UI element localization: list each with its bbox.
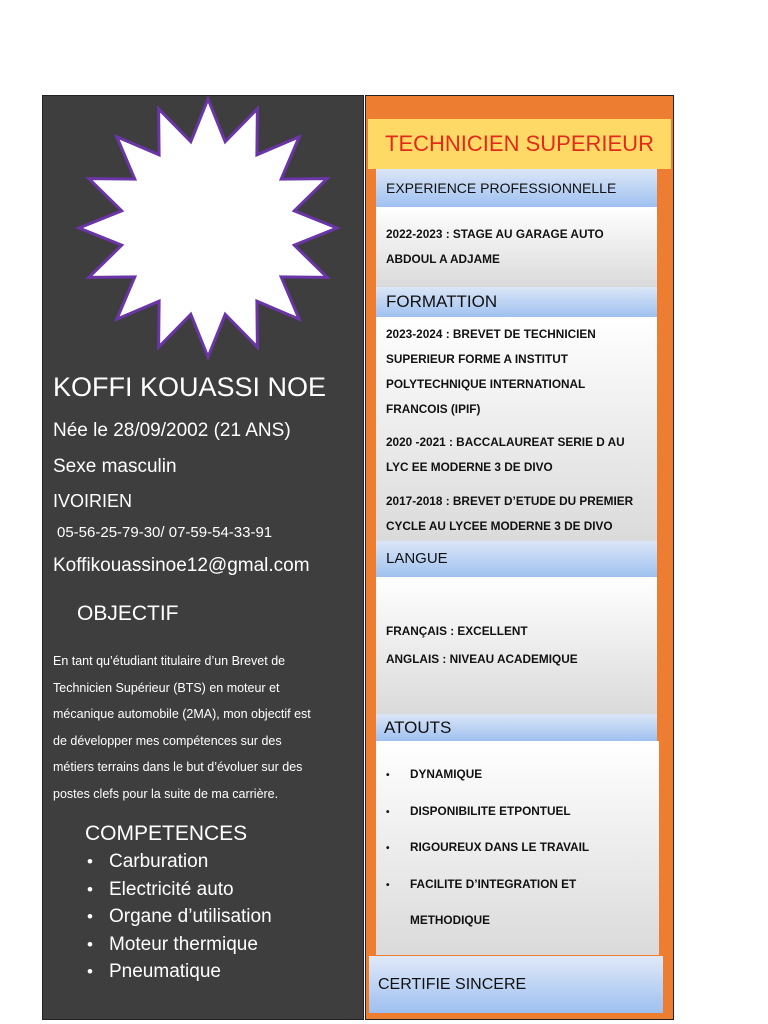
job-title: TECHNICIEN SUPERIEUR (368, 119, 671, 169)
langue-header: LANGUE (376, 541, 657, 577)
experience-line: 2022-2023 : STAGE AU GARAGE AUTO (386, 227, 604, 241)
formation-line: 2017-2018 : BREVET D’ETUDE DU PREMIER (386, 494, 634, 508)
formation-line: 2023-2024 : BREVET DE TECHNICIEN (386, 327, 596, 341)
left-panel (42, 95, 364, 1020)
list-item: • RIGOUREUX DANS LE TRAVAIL (386, 840, 590, 854)
birth-date: Née le 28/09/2002 (21 ANS) (53, 420, 291, 441)
experience-body (376, 207, 657, 287)
langue-body (376, 577, 657, 714)
list-item: • Carburation (87, 848, 272, 876)
objective-line: postes clefs pour la suite de ma carrière. (53, 786, 279, 801)
list-item-continuation: METHODIQUE (410, 913, 490, 927)
phone-number: 05-56-25-79-30/ 07-59-54-33-91 (57, 524, 273, 541)
langue-line: FRANÇAIS : EXCELLENT (386, 624, 528, 638)
candidate-name: KOFFI KOUASSI NOE (53, 372, 327, 402)
list-item: • DISPONIBILITE ETPONTUEL (386, 804, 571, 818)
bullet-icon: • (87, 934, 93, 954)
experience-line: ABDOUL A ADJAME (386, 252, 500, 266)
sex: Sexe masculin (53, 456, 177, 477)
bullet-icon: • (386, 807, 390, 818)
formation-header: FORMATTION (376, 287, 657, 317)
formation-line: POLYTECHNIQUE INTERNATIONAL (386, 377, 586, 391)
formation-line: 2020 -2021 : BACCALAUREAT SERIE D AU (386, 435, 625, 449)
formation-line: SUPERIEUR FORME A INSTITUT (386, 352, 568, 366)
bullet-icon: • (386, 843, 390, 854)
formation-line: CYCLE AU LYCEE MODERNE 3 DE DIVO (386, 519, 613, 533)
right-panel (365, 95, 674, 1020)
certifie-sincere: CERTIFIE SINCERE (369, 956, 663, 1013)
objective-line: mécanique automobile (2MA), mon objectif est (53, 707, 311, 722)
objective-line: En tant qu’étudiant titulaire d’un Brevet de (53, 654, 286, 668)
atouts-body (376, 741, 659, 955)
bullet-icon: • (87, 852, 93, 871)
formation-line: FRANCOIS (IPIF) (386, 402, 481, 416)
photo-placeholder-star (63, 96, 353, 361)
competences-title: COMPETENCES (85, 822, 248, 845)
objective-line: de développer mes compétences sur des (53, 733, 282, 748)
list-item: • Electricité auto (87, 876, 272, 904)
objective-text (53, 648, 358, 808)
bullet-icon: • (87, 962, 93, 981)
email-address: Koffikouassinoe12@gmal.com (53, 555, 310, 576)
competences-list (87, 848, 272, 986)
experience-header: EXPERIENCE PROFESSIONNELLE (376, 169, 657, 207)
bullet-icon: • (87, 879, 93, 899)
objective-line: métiers terrains dans le but d’évoluer sur des (53, 760, 303, 775)
formation-body (376, 317, 657, 541)
list-item: • Moteur thermique (87, 931, 272, 959)
bullet-icon: • (87, 907, 93, 926)
nationality: IVOIRIEN (53, 491, 133, 511)
list-item: • DYNAMIQUE (386, 767, 483, 781)
bullet-icon: • (386, 770, 390, 781)
objective-title: OBJECTIF (77, 602, 179, 625)
langue-line: ANGLAIS : NIVEAU ACADEMIQUE (386, 652, 578, 666)
list-item: • Organe d’utilisation (87, 903, 272, 931)
bullet-icon: • (386, 880, 390, 891)
objective-line: Technicien Supérieur (BTS) en moteur et (53, 680, 280, 695)
list-item: • Pneumatique (87, 958, 272, 986)
list-item: • FACILITE D’INTEGRATION ET (386, 877, 577, 891)
formation-line: LYC EE MODERNE 3 DE DIVO (386, 460, 553, 474)
atouts-header: ATOUTS (376, 714, 657, 741)
